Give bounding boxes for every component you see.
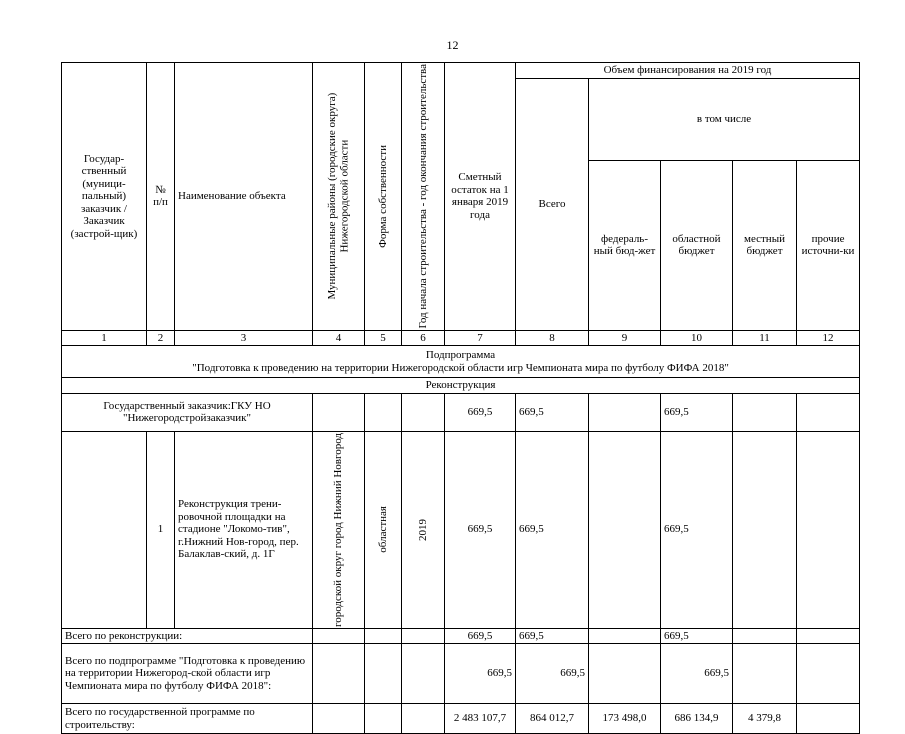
col-number: 4 [313, 330, 365, 346]
total-reconstruction-label: Всего по реконструкции: [62, 628, 313, 644]
total-reconstruction-regional: 669,5 [661, 628, 733, 644]
subprogram-row [62, 346, 860, 378]
header-incl: в том числе [589, 79, 860, 161]
object-regional: 669,5 [661, 431, 733, 628]
header-municipal: Муниципальные районы (городские округа) Нижегородской области [313, 63, 365, 331]
header-object-name: Наименование объекта [175, 63, 313, 331]
total-program-local: 4 379,8 [733, 704, 797, 734]
subprogram-title: "Подготовка к проведению на территории Нижегородской области игр Чемпионата мира по футболу ФИФА 2018" [192, 361, 729, 374]
object-year: 2019 [402, 431, 445, 628]
customer-name: Государственный заказчик:ГКУ НО "Нижегородстройзаказчик" [62, 393, 313, 431]
header-federal: федераль-ный бюд-жет [589, 160, 661, 330]
header-regional: областной бюджет [661, 160, 733, 330]
object-row [62, 431, 860, 628]
section-title: Реконструкция [62, 378, 860, 394]
header-local: местный бюджет [733, 160, 797, 330]
col-number: 7 [445, 330, 516, 346]
col-number: 5 [365, 330, 402, 346]
total-program-estimate: 2 483 107,7 [445, 704, 516, 734]
object-name: Реконструкция трени-ровочной площадки на стадионе "Локомо-тив", г.Нижний Нов-город, пер. Балаклав-ский, д. 1Г [175, 431, 313, 628]
customer-total: 669,5 [516, 393, 589, 431]
header-customer: Государ-ственный (муници-пальный) заказчик / Заказчик (застрой-щик) [62, 63, 147, 331]
total-subprogram-estimate: 669,5 [445, 644, 516, 704]
total-subprogram-total: 669,5 [516, 644, 589, 704]
col-number: 6 [402, 330, 445, 346]
object-estimate: 669,5 [445, 431, 516, 628]
total-program-regional: 686 134,9 [661, 704, 733, 734]
object-ownership: областная [365, 431, 402, 628]
object-num: 1 [147, 431, 175, 628]
col-number: 3 [175, 330, 313, 346]
object-total: 669,5 [516, 431, 589, 628]
total-program-total: 864 012,7 [516, 704, 589, 734]
section-row [62, 378, 860, 394]
header-funding-title: Объем финансирования на 2019 год [516, 63, 860, 79]
total-reconstruction-total: 669,5 [516, 628, 589, 644]
col-number: 9 [589, 330, 661, 346]
customer-row [62, 393, 860, 431]
col-number: 12 [797, 330, 860, 346]
customer-regional: 669,5 [661, 393, 733, 431]
col-number: 10 [661, 330, 733, 346]
total-program-federal: 173 498,0 [589, 704, 661, 734]
subprogram-cell [62, 346, 860, 378]
col-number: 8 [516, 330, 589, 346]
financing-table [61, 62, 860, 734]
header-years: Год начала строительства - год окончания строительства [402, 63, 445, 331]
col-number: 1 [62, 330, 147, 346]
header-estimate: Сметный остаток на 1 января 2019 года [445, 63, 516, 331]
total-subprogram-row [62, 644, 860, 704]
col-number: 2 [147, 330, 175, 346]
col-number: 11 [733, 330, 797, 346]
header-num: № п/п [147, 63, 175, 331]
customer-estimate: 669,5 [445, 393, 516, 431]
total-subprogram-regional: 669,5 [661, 644, 733, 704]
header-ownership: Форма собственности [365, 63, 402, 331]
total-reconstruction-row [62, 628, 860, 644]
object-municipal: городской округ город Нижний Новгород [313, 431, 365, 628]
page-number: 12 [446, 38, 459, 52]
subprogram-label: Подпрограмма [425, 349, 496, 362]
header-other: прочие источни-ки [797, 160, 860, 330]
total-subprogram-label: Всего по подпрограмме "Подготовка к проведению на территории Нижегород-ской области игр Чемпионата мира по футболу ФИФА 2018": [62, 644, 313, 704]
header-total: Всего [516, 79, 589, 331]
total-reconstruction-estimate: 669,5 [445, 628, 516, 644]
total-program-label: Всего по государственной программе по строительству: [62, 704, 313, 734]
total-program-row [62, 704, 860, 734]
column-numbers-row [62, 330, 860, 346]
